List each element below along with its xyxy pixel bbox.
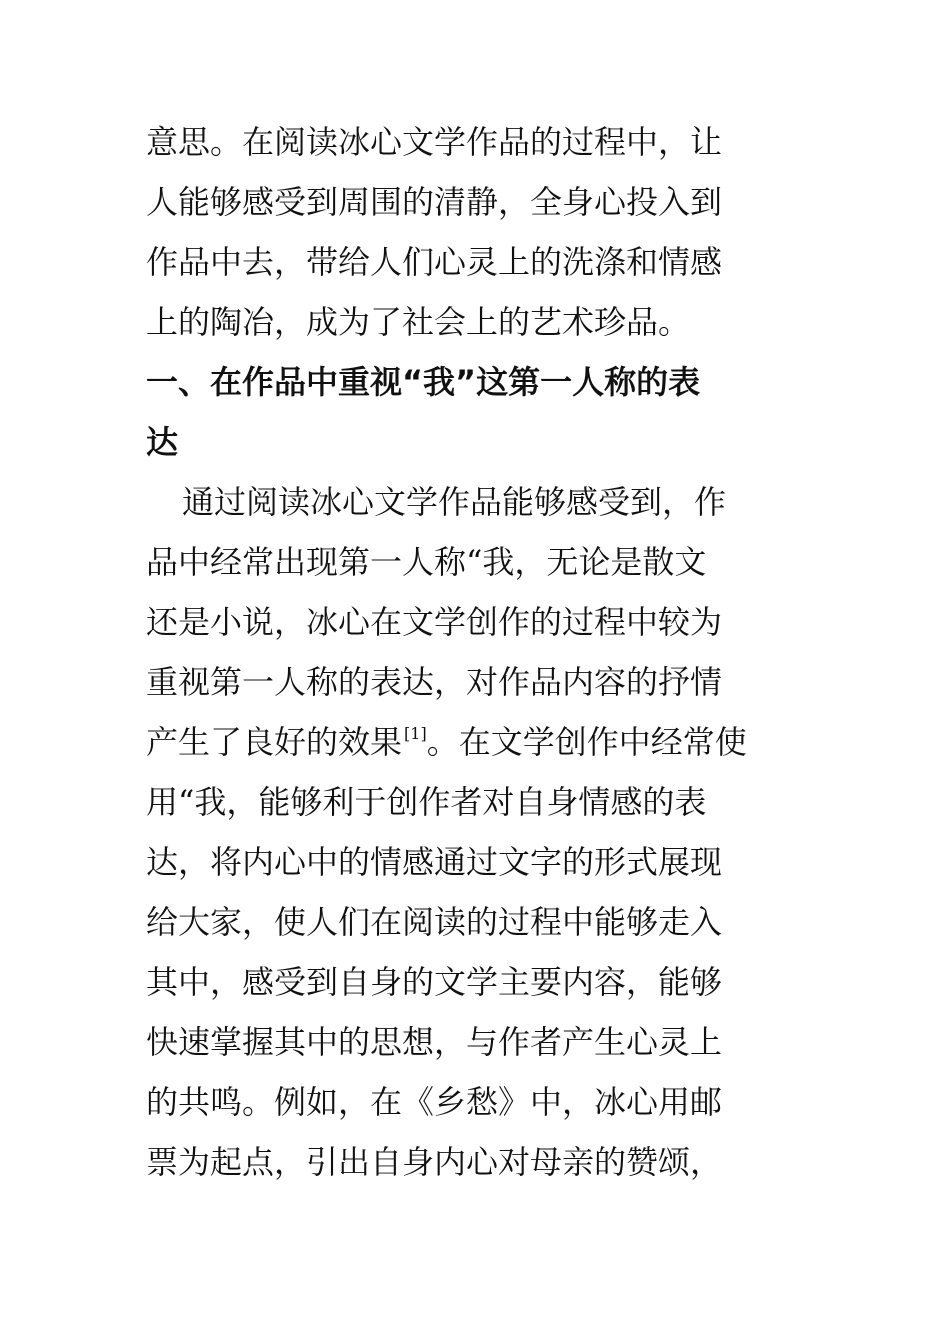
- body-line-6: 用“我，能够利于创作者对自身情感的表: [146, 783, 707, 821]
- section-heading-line-1: 一、在作品中重视“我”这第一人称的表: [146, 363, 701, 401]
- body-line-5-text: 产生了良好的效果: [146, 723, 403, 761]
- citation-marker: [1]: [404, 724, 427, 743]
- document-text: [146, 112, 816, 1192]
- body-line-5-continuation: 。在文学创作中经常使: [426, 723, 747, 761]
- body-line-11: 的共鸣。例如，在《乡愁》中，冰心用邮: [146, 1083, 723, 1121]
- section-heading-line-2: 达: [146, 423, 179, 461]
- body-line-2: 品中经常出现第一人称“我，无论是散文: [146, 543, 707, 581]
- body-line-10: 快速掌握其中的思想，与作者产生心灵上: [146, 1023, 723, 1061]
- body-line-7: 达，将内心中的情感通过文字的形式展现: [146, 843, 723, 881]
- body-line-5: [146, 712, 816, 772]
- body-line-8: 给大家，使人们在阅读的过程中能够走入: [146, 903, 723, 941]
- intro-line-3: 作品中去，带给人们心灵上的洗涤和情感: [146, 243, 723, 281]
- intro-line-1: 意思。在阅读冰心文学作品的过程中，让: [146, 123, 723, 161]
- body-line-4: 重视第一人称的表达，对作品内容的抒情: [146, 663, 723, 701]
- body-line-12: 票为起点，引出自身内心对母亲的赞颂，: [146, 1143, 723, 1181]
- intro-line-4: 上的陶冶，成为了社会上的艺术珍品。: [146, 303, 691, 341]
- body-line-1: 通过阅读冰心文学作品能够感受到，作: [182, 483, 727, 521]
- intro-line-2: 人能够感受到周围的清静，全身心投入到: [146, 183, 723, 221]
- body-line-3: 还是小说，冰心在文学创作的过程中较为: [146, 603, 723, 641]
- body-line-9: 其中，感受到自身的文学主要内容，能够: [146, 963, 723, 1001]
